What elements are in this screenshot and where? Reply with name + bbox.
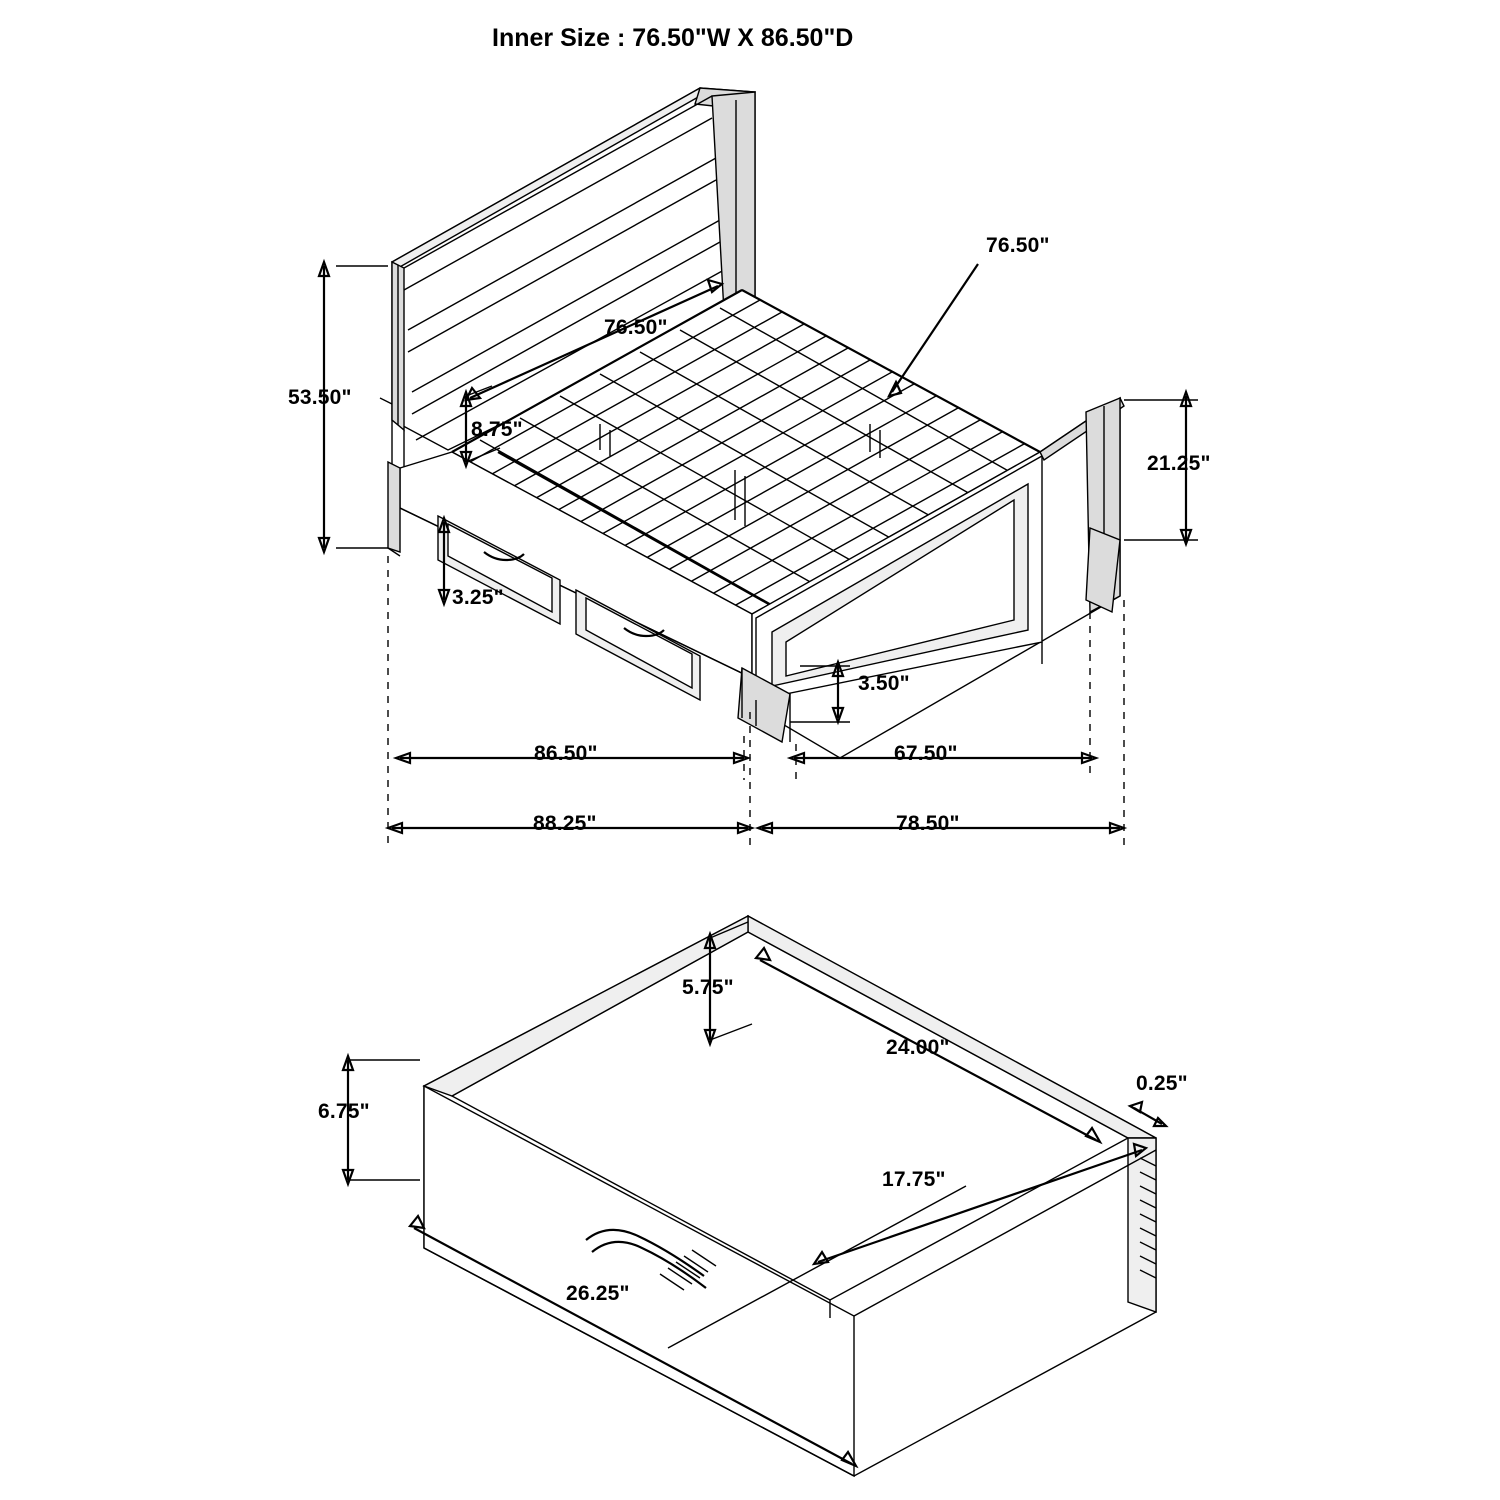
dim-overall-right: 78.50"	[896, 812, 960, 835]
dim-drawer-interior-width: 24.00"	[886, 1036, 950, 1059]
page-title: Inner Size : 76.50"W X 86.50"D	[492, 24, 854, 52]
dim-drawer-exterior-width: 26.25"	[566, 1282, 630, 1305]
dim-drawer-side-thickness: 0.25"	[1136, 1072, 1188, 1095]
dim-drawer-interior-depth: 5.75"	[682, 976, 734, 999]
dim-overall-left: 88.25"	[533, 812, 597, 835]
dim-drawer-exterior-height: 6.75"	[318, 1100, 370, 1123]
dim-headboard-height: 53.50"	[288, 386, 352, 409]
dim-inner-width-top: 76.50"	[604, 316, 668, 339]
dim-inner-width-right: 76.50"	[986, 234, 1050, 257]
dim-drawer-interior-side: 17.75"	[882, 1168, 946, 1191]
dim-depth-inner: 86.50"	[534, 742, 598, 765]
dim-floor-clearance: 3.50"	[858, 672, 910, 695]
dim-depth-footboard: 67.50"	[894, 742, 958, 765]
dim-slat-clearance: 8.75"	[471, 418, 523, 441]
dim-drawer-front-height: 3.25"	[452, 586, 504, 609]
dim-footboard-height: 21.25"	[1147, 452, 1211, 475]
